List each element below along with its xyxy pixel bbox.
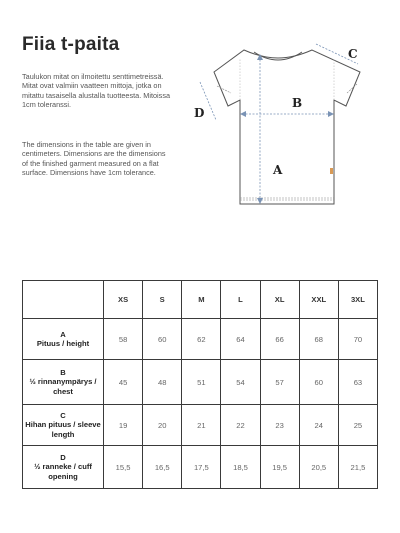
row-header bbox=[23, 360, 104, 405]
row-name: ½ ranneke / cuff opening bbox=[34, 462, 92, 481]
table-cell: 24 bbox=[299, 405, 338, 446]
row-name: ½ rinnanympärys / chest bbox=[29, 377, 97, 396]
table-cell: 15,5 bbox=[104, 446, 143, 489]
table-cell: 19 bbox=[104, 405, 143, 446]
table-cell: 16,5 bbox=[143, 446, 182, 489]
table-cell: 21 bbox=[182, 405, 221, 446]
label-c: C bbox=[348, 47, 358, 61]
corner-cell bbox=[23, 281, 104, 319]
page-title: Fiia t-paita bbox=[22, 34, 120, 55]
table-cell: 58 bbox=[104, 319, 143, 360]
table-cell: 54 bbox=[221, 360, 260, 405]
size-header: XS bbox=[104, 281, 143, 319]
table-cell: 57 bbox=[260, 360, 299, 405]
size-header: S bbox=[143, 281, 182, 319]
table-cell: 25 bbox=[338, 405, 377, 446]
description-finnish: Taulukon mitat on ilmoitettu senttimetreissä. Mitat ovat valmiin vaatteen mittoja, jotka on mitattu tasaisella alustalla tuotteesta. Mitoissa 1cm toleranssi. bbox=[22, 72, 171, 110]
size-header: M bbox=[182, 281, 221, 319]
row-letter: C bbox=[60, 410, 66, 420]
table-cell: 66 bbox=[260, 319, 299, 360]
tshirt-measurement-diagram bbox=[192, 38, 372, 220]
table-cell: 20,5 bbox=[299, 446, 338, 489]
row-header bbox=[23, 405, 104, 446]
row-letter: B bbox=[60, 367, 66, 377]
label-b: B bbox=[292, 96, 303, 110]
table-cell: 18,5 bbox=[221, 446, 260, 489]
table-row bbox=[23, 319, 378, 360]
row-letter: D bbox=[60, 452, 66, 462]
table-cell: 68 bbox=[299, 319, 338, 360]
size-header-row bbox=[23, 281, 378, 319]
label-a: A bbox=[273, 163, 283, 177]
table-cell: 60 bbox=[299, 360, 338, 405]
table-cell: 21,5 bbox=[338, 446, 377, 489]
table-row bbox=[23, 405, 378, 446]
size-table bbox=[22, 280, 378, 489]
size-header: XXL bbox=[299, 281, 338, 319]
table-row bbox=[23, 360, 378, 405]
row-letter: A bbox=[60, 329, 66, 339]
table-cell: 70 bbox=[338, 319, 377, 360]
label-tag bbox=[330, 168, 333, 174]
row-name: Hihan pituus / sleeve length bbox=[25, 420, 101, 439]
table-cell: 51 bbox=[182, 360, 221, 405]
table-cell: 22 bbox=[221, 405, 260, 446]
table-cell: 63 bbox=[338, 360, 377, 405]
size-header: 3XL bbox=[338, 281, 377, 319]
row-header bbox=[23, 446, 104, 489]
tshirt-outline bbox=[214, 50, 360, 204]
size-header: XL bbox=[260, 281, 299, 319]
table-cell: 20 bbox=[143, 405, 182, 446]
row-header bbox=[23, 319, 104, 360]
table-cell: 62 bbox=[182, 319, 221, 360]
table-cell: 45 bbox=[104, 360, 143, 405]
description-english: The dimensions in the table are given in centimeters. Dimensions are the dimensions of the finished garment measured on a flat surface. Dimensions have 1cm tolerance. bbox=[22, 140, 166, 178]
table-cell: 17,5 bbox=[182, 446, 221, 489]
table-cell: 64 bbox=[221, 319, 260, 360]
table-cell: 48 bbox=[143, 360, 182, 405]
label-d: D bbox=[194, 106, 205, 120]
table-row bbox=[23, 446, 378, 489]
size-header: L bbox=[221, 281, 260, 319]
row-name: Pituus / height bbox=[36, 339, 90, 348]
table-cell: 23 bbox=[260, 405, 299, 446]
table-cell: 19,5 bbox=[260, 446, 299, 489]
table-cell: 60 bbox=[143, 319, 182, 360]
